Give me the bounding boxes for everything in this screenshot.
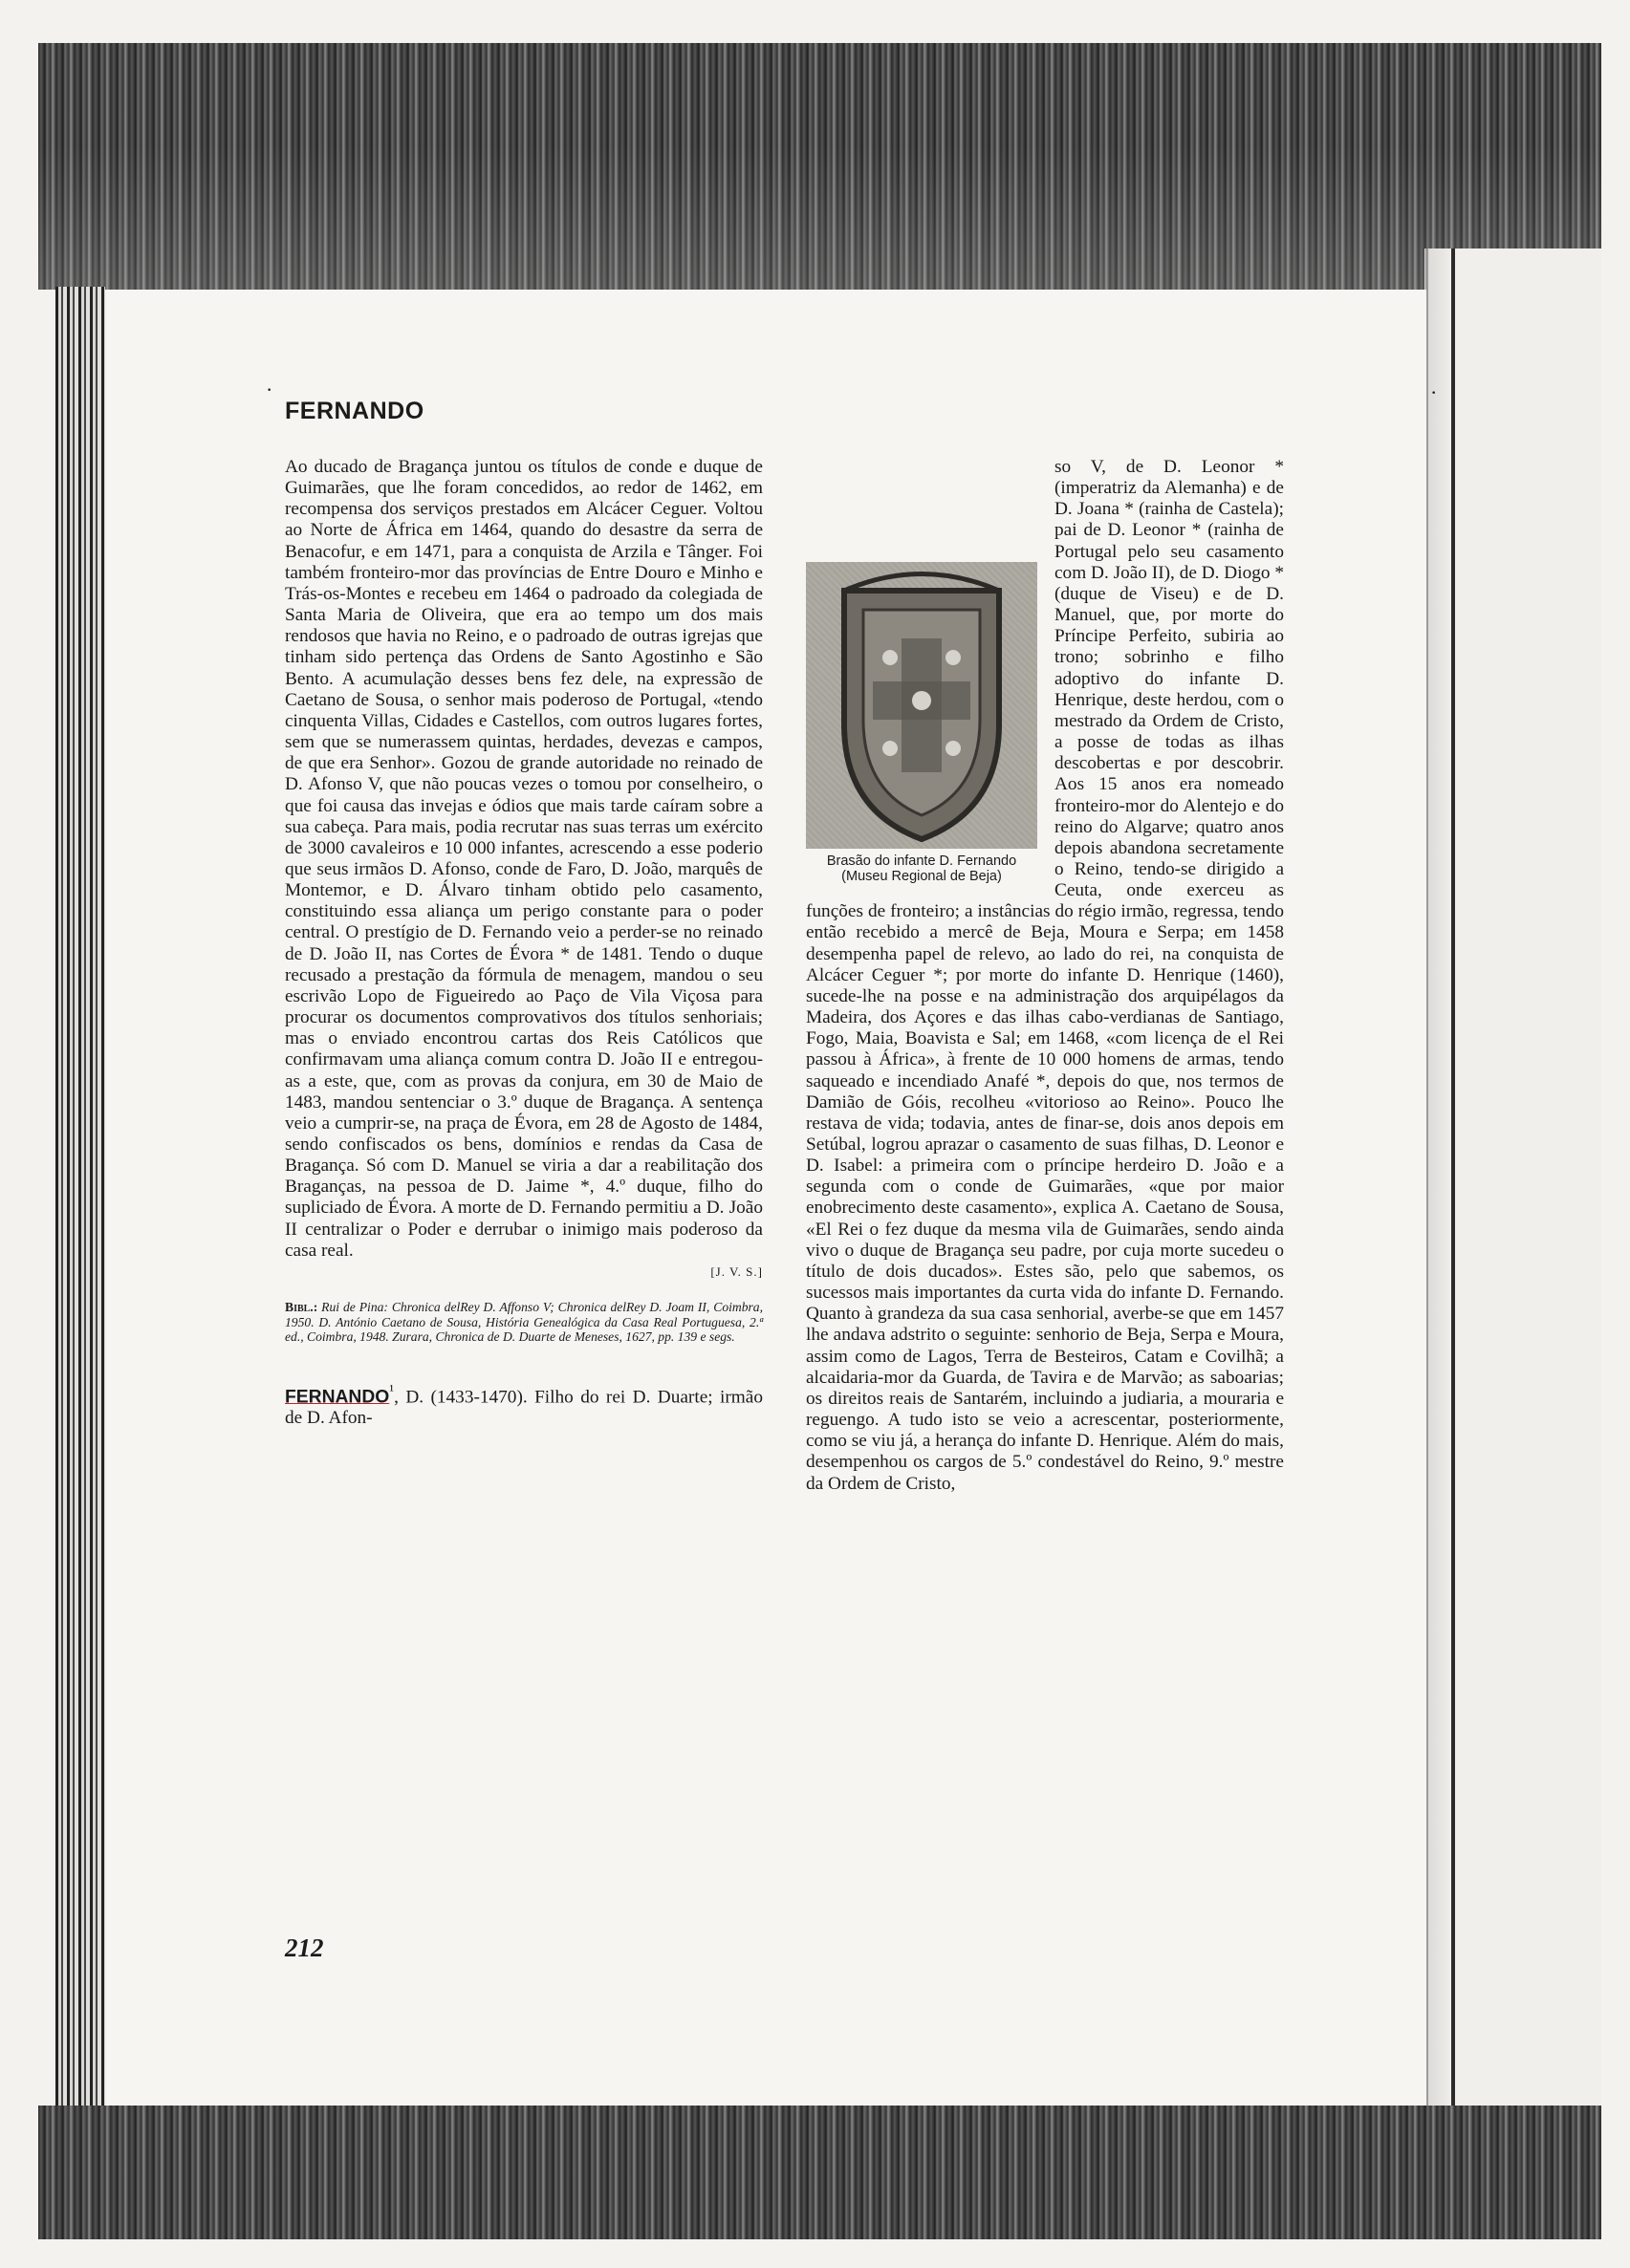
bibliography-label: Bibl.: [285,1300,318,1315]
author-signature: [J. V. S.] [710,1264,763,1279]
left-column [285,457,763,1430]
scan-speck: · [266,378,273,401]
book-edge-right [1424,248,1601,2112]
entry-name: FERNANDO [285,1387,390,1408]
entry-superscript: ¹ [389,1382,395,1399]
body-paragraph: Ao ducado de Bragança juntou os títulos de conde e duque de Guimarães, que lhe foram concedidos, ao redor de 1462, em recompensa dos serviços prestados em Alcácer Ceguer. Voltou ao Norte de África em 1464, quando do desastre da serra de Benacofur, e em 1471, para a conquista de Arzila e Tânger. Foi também fronteiro-mor das províncias de Entre Douro e Minho e Trás-os-Montes e recebeu em 1464 o padroado da colegiada de Santa Maria de Oliveira, que era ao tempo um dos mais rendosos que havia no Reino, e o padroado de outras igrejas que tinham sido pertença das Ordens de Santo Agostinho e São Bento. A acumulação desses bens fez dele, na expressão de Caetano de Sousa, o senhor mais poderoso de Portugal, «tendo cinquenta Villas, Cidades e Castellos, com outros lugares fortes, sem que se numerassem quintas, herdades, devezas e campos, de que era Senhor». Gozou de grande autoridade no reinado de D. Afonso V, que não poucas vezes o tomou por conselheiro, o que foi causa das invejas e ódios que mais tarde caíram sobre a sua cabeça. Para mais, podia recrutar nas suas terras um exército de 3000 cavaleiros e 10 000 infantes, acrescendo a esse poderio que seus irmãos D. Afonso, conde de Faro, D. João, marquês de Montemor, e D. Álvaro tinham obtido pelo casamento, constituindo essa aliança um perigo constante para o poder central. O prestígio de D. Fernando veio a perder-se no reinado de D. João II, nas Cortes de Évora * de 1481. Tendo o duque recusado a prestação da fórmula de menagem, mandou o seu escrivão Lopo de Figueiredo ao Paço de Vila Viçosa para procurar os documentos comprovativos dos títulos senhoriais; mas o enviado encontrou cartas dos Reis Católicos que confirmavam uma aliança comum contra D. João II e entregou-as a este, que, com as provas da conjura, em 30 de Maio de 1483, mandou sentenciar o 3.º duque de Bragança. A sentença veio a cumprir-se, na praça de Évora, em 28 de Agosto de 1484, sendo confiscados os bens, domínios e rendas da Casa de Bragança. Só com D. Manuel se viria a dar a reabilitação dos Braganças, na pessoa de D. Jaime *, 4.º duque, filho do supliciado de Évora. A morte de D. Fernando permitiu a D. João II centralizar o Poder e derrubar o inimigo mais poderoso da casa real. [285,457,763,1261]
coat-of-arms-figure [806,562,1037,884]
right-column [806,457,1284,1495]
page-number: 212 [285,1933,324,1962]
shield-icon [806,562,1037,849]
book-edge-left [55,287,105,2112]
page-heading: FERNANDO [285,398,424,424]
entry-text: , D. (1433-1470). Filho do rei D. Duarte; irmão de D. Afon- [285,1387,763,1429]
bibliography-text: Rui de Pina: Chronica delRey D. Affonso V; Chronica delRey D. Joam II, Coimbra, 1950. D. António Caetano de Sousa, História Genealógica da Casa Real Portuguesa, 2.ª ed., Coimbra, 1948. Zurara, Chronica de D. Duarte de Meneses, 1627, pp. 139 e segs. [285,1300,763,1345]
scan-speck: · [1430,380,1438,404]
next-entry [285,1381,763,1430]
figure-caption: Brasão do infante D. Fernando (Museu Regional de Beja) [826,853,1017,884]
coat-of-arms-image [806,562,1037,849]
scan-top-border [38,43,1601,290]
bibliography [285,1300,763,1345]
body-paragraph: so V, de D. Leonor * (imperatriz da Alemanha) e de D. Joana * (rainha de Castela); pai de D. Leonor * (rainha de Portugal pelo seu casamento com D. João II), de D. Diogo * (duque de Viseu) e de D. Manuel, que, por morte do Príncipe Perfeito, subiria ao trono; sobrinho e filho adoptivo do infante D. Henrique, deste herdou, com o mestrado da Ordem de Cristo, a posse de todas as ilhas descobertas e por descobrir. Aos 15 anos era nomeado fronteiro-mor do Alentejo e do reino do Algarve; quatro anos depois abandona secretamente o Reino, tendo-se dirigido a Ceuta, onde exerceu as funções de fronteiro; a instâncias do régio irmão, regressa, tendo então recebido a mercê de Beja, Moura e Serpa; em 1458 desempenha papel de relevo, ao lado do rei, na conquista de Alcácer Ceguer *; por morte do infante D. Henrique (1460), sucede-lhe na posse e na administração dos arquipélagos da Madeira, dos Açores e das ilhas cabo-verdianas de Santiago, Fogo, Maia, Boavista e Sal; em 1468, «com licença de el Rei passou à África», à frente de 10 000 homens de armas, tendo saqueado e incendiado Anafé *, depois do que, nos termos de Damião de Góis, recolheu «vitorioso ao Reino». Pouco lhe restava de vida; todavia, antes de finar-se, dois anos depois em Setúbal, logrou aprazar o casamento de suas filhas, D. Leonor e D. Isabel: a primeira com o príncipe herdeiro D. João e a segunda com o conde de Guimarães, «que por maior enobrecimento deste casamento», explica A. Caetano de Sousa, «El Rei o fez duque da mesma vila de Guimarães, sendo ainda vivo o duque de Bragança seu padre, por cuja morte sucedeu o título de dois ducados». Estes são, pelo que sabemos, os sucessos mais importantes da curta vida do infante D. Fernando. Quanto à grandeza da sua casa senhorial, averbe-se que em 1457 lhe andava adstrito o seguinte: senhorio de Beja, Serpa e Moura, assim como de Lagos, Terra de Besteiros, Catam e Covilhã; a alcaidaria-mor da Guarda, de Tavira e de Marvão; as saboarias; os direitos reais de Santarém, incluindo a judiaria, a mouraria e reguengo. A tudo isto se veio a acrescentar, posteriormente, como se viu já, a herança do infante D. Henrique. Além do mais, desempenhou os cargos de 5.º condestável do Reino, 9.º mestre da Ordem de Cristo, [806,457,1284,1494]
scan-bottom-border [38,2106,1601,2239]
